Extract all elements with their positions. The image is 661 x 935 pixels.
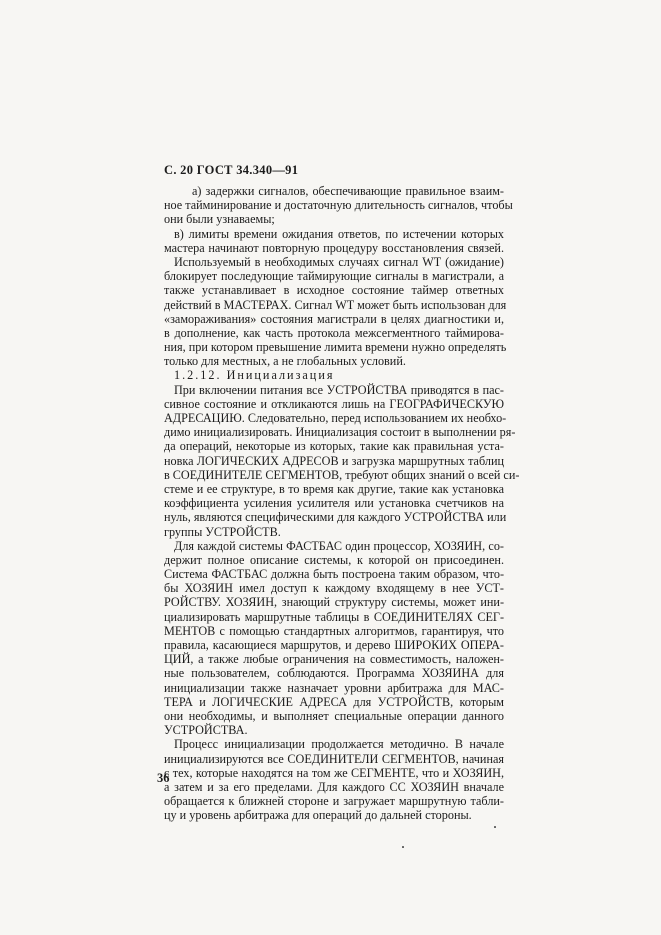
- text-line: Для каждой системы ФАСТБАС один процессор, ХОЗЯИН, со-: [174, 538, 504, 553]
- text-line: АДРЕСАЦИЮ. Следовательно, перед использованием их необхо-: [164, 411, 507, 425]
- text-line: в СОЕДИНИТЕЛЕ СЕГМЕНТОВ, требуют общих знаний о всей си-: [164, 467, 520, 482]
- text-line: ТЕРА и ЛОГИЧЕСКИЕ АДРЕСА для УСТРОЙСТВ, которым: [164, 694, 504, 709]
- text-line: бы ХОЗЯИН имел доступ к каждому входящему в нее УСТ-: [164, 581, 504, 596]
- text-line: новка ЛОГИЧЕСКИХ АДРЕСОВ и загрузка маршрутных таблиц: [164, 453, 504, 468]
- text-line: только для местных, а не глобальных условий.: [164, 354, 406, 369]
- text-line: димо инициализировать. Инициализация состоит в выполнении ря-: [164, 425, 516, 440]
- text-line: сивное состояние и откликаются лишь на ГЕОГРАФИЧЕСКУЮ: [164, 396, 504, 411]
- text-line: ЦИЙ, а также любые ограничения на совместимость, наложен-: [164, 652, 504, 667]
- text-line: нуль, являются специфическими для каждого УСТРОЙСТВА или: [164, 510, 507, 525]
- text-line: «замораживания» состояния магистрали в целях диагностики и,: [164, 311, 504, 326]
- text-line: МЕНТОВ с помощью стандартных алгоритмов, гарантируя, что: [164, 623, 504, 638]
- text-line: правила, касающиеся маршрутов, и дерево ШИРОКИХ ОПЕРА-: [164, 638, 504, 652]
- scan-speck: [402, 846, 404, 848]
- text-line: держит полное описание системы, к которой он присоединен.: [164, 552, 504, 567]
- text-line: ные пользователем, соблюдаются. Программа ХОЗЯИНА для: [164, 666, 504, 681]
- text-line: Используемый в необходимых случаях сигнал WT (ожидание): [174, 254, 504, 269]
- text-line: РОЙСТВУ. ХОЗЯИН, знающий структуру системы, может ини-: [164, 595, 504, 610]
- page-number: 36: [157, 771, 170, 785]
- text-line: ния, при котором превышение лимита времени нужно определять: [164, 340, 507, 355]
- text-line: обращается к ближней стороне и загружает маршрутную табли-: [164, 794, 504, 809]
- text-line: УСТРОЙСТВА.: [164, 723, 248, 738]
- body-text: [164, 184, 520, 823]
- text-line: также устанавливает в исходное состояние таймер ответных: [164, 283, 504, 298]
- scan-speck: [494, 826, 496, 828]
- text-line: группы УСТРОЙСТВ.: [164, 524, 281, 539]
- text-line: с тех, которые находятся на том же СЕГМЕНТЕ, что и ХОЗЯИН,: [164, 765, 504, 780]
- text-line: ное тайминирование и достаточную длительность сигналов, чтобы: [164, 198, 513, 213]
- text-line: они были узнаваемы;: [164, 212, 275, 227]
- text-line: мастера начинают повторную процедуру восстановления связей.: [164, 240, 504, 255]
- text-line: действий в МАСТЕРАХ. Сигнал WT может быть использован для: [164, 297, 507, 312]
- text-line: а) задержки сигналов, обеспечивающие правильное взаим-: [192, 184, 504, 198]
- text-line: циализировать маршрутные таблицы в СОЕДИНИТЕЛЯХ СЕГ-: [164, 609, 504, 624]
- text-line: Процесс инициализации продолжается методично. В начале: [174, 737, 504, 752]
- text-line: Система ФАСТБАС должна быть построена таким образом, что-: [164, 567, 504, 582]
- text-line: При включении питания все УСТРОЙСТВА приводятся в пас-: [174, 382, 504, 397]
- text-line: стеме и ее структуре, в то время как другие, такие как установка: [164, 481, 504, 496]
- text-line: в дополнение, как часть протокола межсегментного таймирова-: [164, 325, 504, 340]
- text-line: коэффициента усиления усилителя или установка счетчиков на: [164, 496, 504, 511]
- text-line: они необходимы, и выполняет специальные операции данного: [164, 708, 504, 723]
- text-line: инициализируются все СОЕДИНИТЕЛИ СЕГМЕНТОВ, начиная: [164, 751, 504, 766]
- text-line: в) лимиты времени ожидания ответов, по истечении которых: [174, 226, 504, 241]
- text-line: а затем и за его пределами. Для каждого СС ХОЗЯИН вначале: [164, 779, 504, 794]
- page-header: С. 20 ГОСТ 34.340—91: [164, 163, 299, 177]
- text-line: да операций, некоторые из которых, такие как правильная уста-: [164, 439, 504, 454]
- text-line: 1.2.12. Инициализация: [174, 368, 335, 383]
- text-line: инициализации также назначает уровни арбитража для МАС-: [164, 680, 504, 695]
- text-line: цу и уровень арбитража для операций до дальней стороны.: [164, 808, 472, 823]
- text-line: блокирует последующие таймирующие сигналы в магистрали, а: [164, 269, 504, 284]
